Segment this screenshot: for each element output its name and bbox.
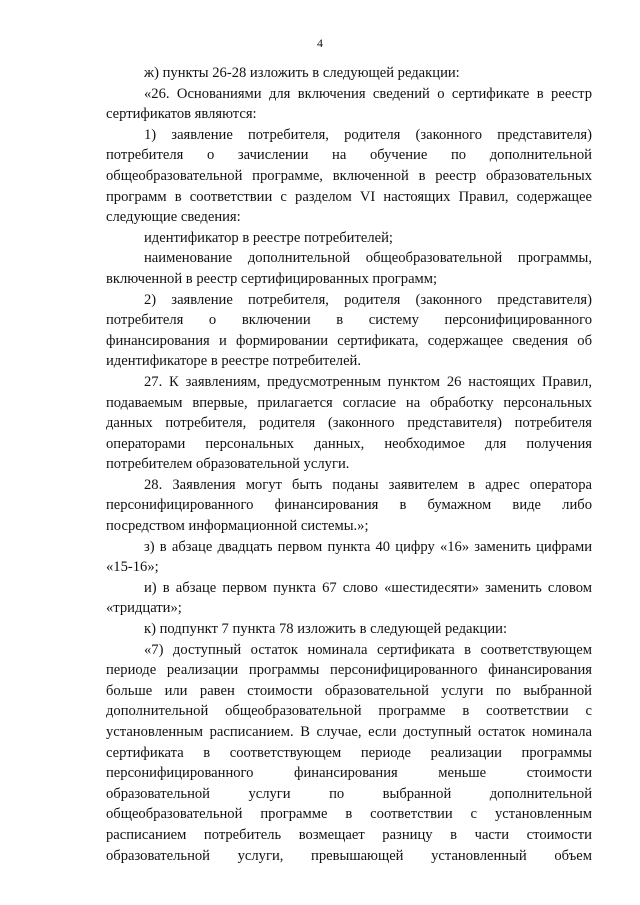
text-line: «тридцати»;: [106, 600, 182, 617]
document-body: [106, 63, 592, 866]
text-line: «26. Основаниями для включения сведений о сертификате в реестр: [144, 85, 592, 102]
text-line: финансирования и формировании сертификата, содержащее сведения об: [106, 332, 592, 349]
text-line: подаваемым впервые, прилагается согласие на обработку персональных: [106, 394, 592, 411]
text-line: установленным расписанием. В случае, если доступный остаток номинала: [106, 724, 592, 740]
text-line: следующие сведения:: [106, 209, 241, 226]
text-line: персонифицированного финансирования в бумажном виде либо: [106, 497, 592, 514]
text-line: ж) пункты 26-28 изложить в следующей редакции:: [144, 65, 460, 81]
text-line: потребителя о включении в систему персонифицированного: [106, 312, 592, 329]
text-line: наименование дополнительной общеобразовательной программы,: [144, 250, 592, 267]
text-line: «15-16»;: [106, 559, 159, 576]
text-line: сертификатов являются:: [106, 106, 257, 123]
text-line: программ в соответствии с разделом VI настоящих Правил, содержащее: [106, 188, 592, 205]
text-line: и) в абзаце первом пункта 67 слово «шестидесяти» заменить словом: [144, 579, 592, 596]
text-line: больше или равен стоимости образовательной услуги по выбранной: [106, 682, 592, 699]
text-line: потребителя о зачислении на обучение по дополнительной: [106, 147, 592, 164]
text-line: 27. К заявлениям, предусмотренным пунктом 26 настоящих Правил,: [144, 373, 592, 390]
text-line: включенной в реестр сертифицированных программ;: [106, 270, 438, 287]
page-number: 4: [317, 36, 323, 50]
text-line: операторами персональных данных, необходимое для получения: [106, 435, 592, 452]
text-line: расписанием потребитель возмещает разницу в части стоимости: [106, 826, 592, 843]
text-line: общеобразовательной программе, включенной в реестр образовательных: [106, 167, 592, 184]
text-line: общеобразовательной программе в соответствии с установленным: [106, 806, 592, 823]
text-line: 1) заявление потребителя, родителя (законного представителя): [144, 126, 592, 143]
text-line: к) подпункт 7 пункта 78 изложить в следующей редакции:: [144, 621, 508, 638]
text-line: дополнительной общеобразовательной программе в соответствии с: [106, 703, 592, 720]
text-line: идентификатор в реестре потребителей;: [144, 229, 393, 246]
text-line: периоде реализации программы персонифицированного финансирования: [106, 662, 592, 679]
text-line: 2) заявление потребителя, родителя (законного представителя): [144, 291, 592, 308]
text-line: сертификата в соответствующем периоде реализации программы: [106, 744, 592, 761]
text-line: образовательной услуги по выбранной дополнительной: [106, 785, 592, 802]
text-line: персонифицированного финансирования меньше стоимости: [106, 765, 592, 782]
text-line: посредством информационной системы.»;: [106, 518, 369, 535]
text-line: 28. Заявления могут быть поданы заявителем в адрес оператора: [144, 476, 592, 493]
text-line: потребителем образовательной услуги.: [106, 456, 350, 473]
text-line: з) в абзаце двадцать первом пункта 40 цифру «16» заменить цифрами: [144, 538, 592, 555]
text-line: данных потребителя, родителя (законного представителя) потребителя: [106, 415, 592, 432]
text-line: идентификаторе в реестре потребителей.: [106, 353, 362, 370]
text-line: «7) доступный остаток номинала сертификата в соответствующем: [144, 641, 592, 658]
text-line: образовательной услуги, превышающей установленный объем: [106, 847, 592, 864]
